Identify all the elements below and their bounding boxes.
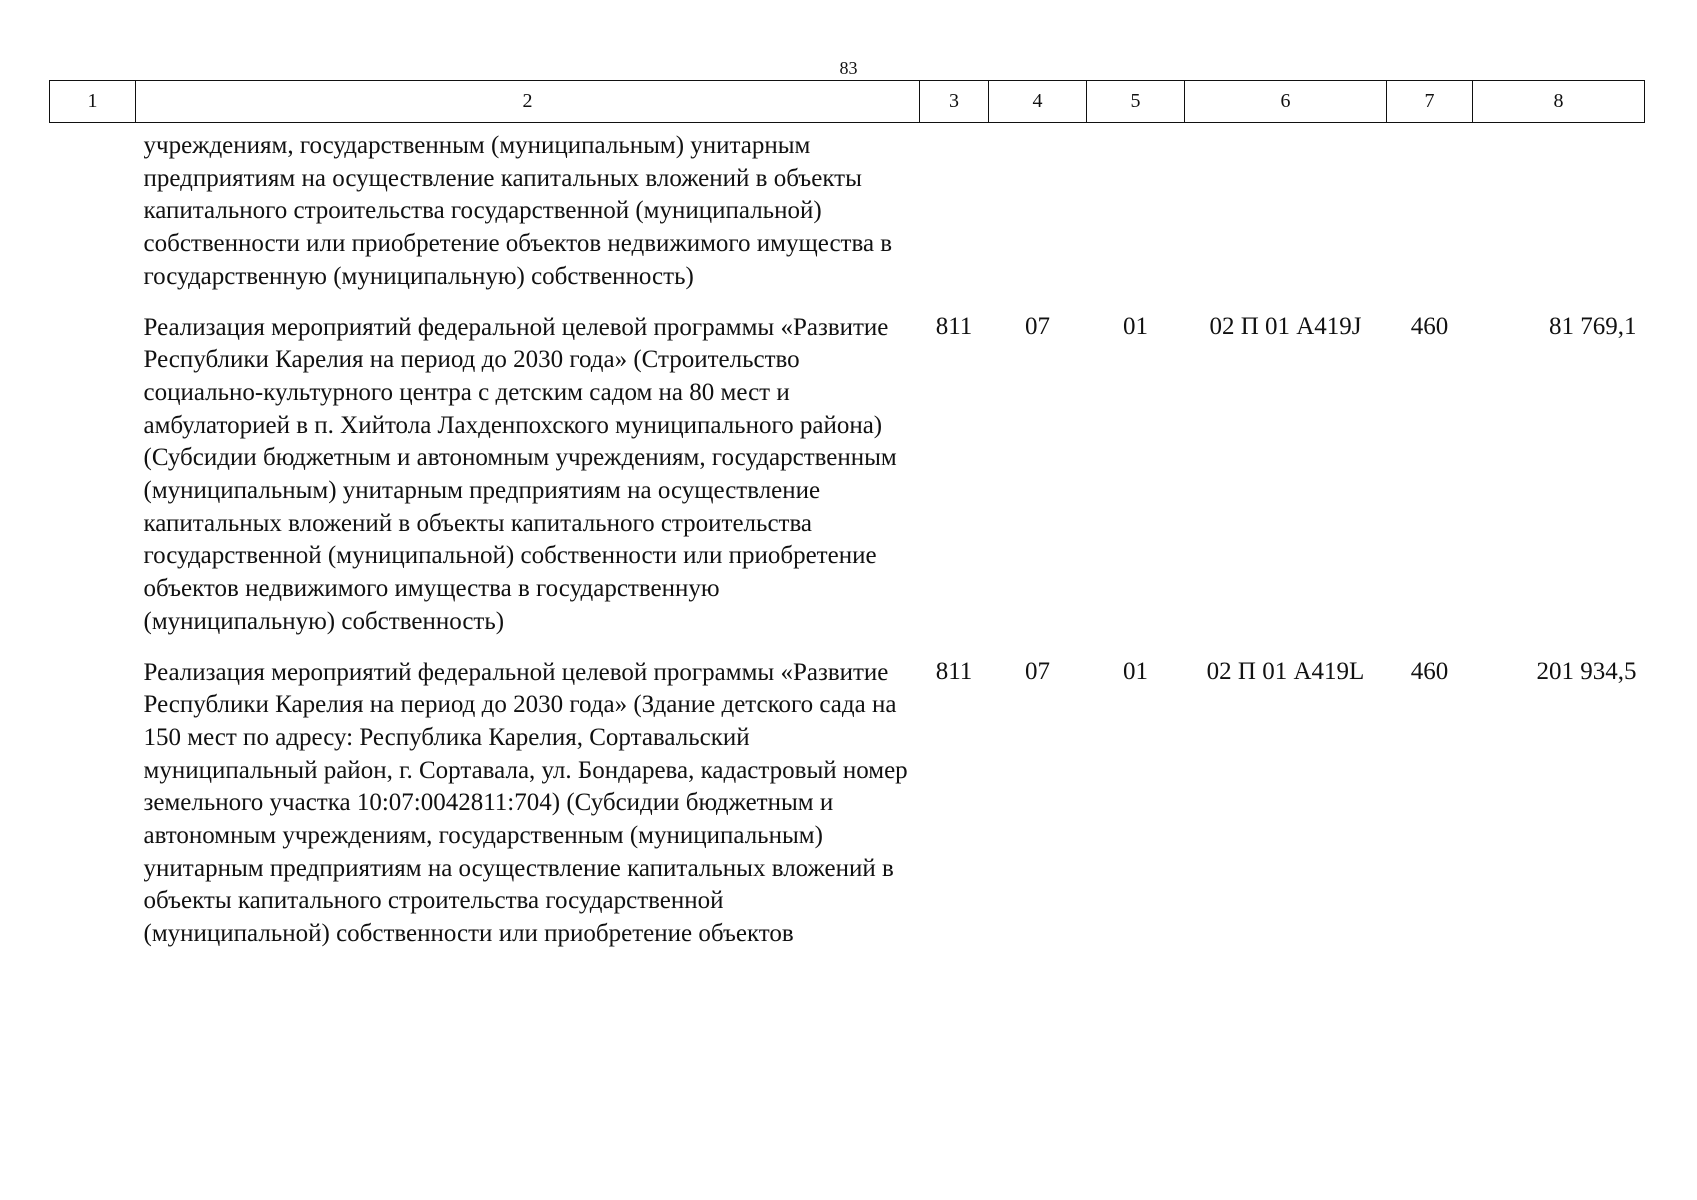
column-header-4: 4 <box>989 81 1087 123</box>
row-target-article <box>1185 123 1387 305</box>
row-expense-type: 460 <box>1410 657 1449 685</box>
page-number: 83 <box>839 58 858 78</box>
row-ministry-code: 811 <box>935 312 973 340</box>
row-description: Реализация мероприятий федеральной целевой программы «Развитие Республики Карелия на период до 2030 года» (Здание детского сада на 150 мест по адресу: Республика Карелия, Сортавальский муниципальный район, г. Сортавала, ул. Бондарева, кадастровый номер земельного участка 10:07:0042811:704) (Субсидии бюджетным и автономным учреждениям, государственным (муниципальным) унитарным предприятиям на осуществление капитальных вложений в объекты капитального строительства государственной (муниципальной) собственности или приобретение объектов <box>143 658 908 948</box>
table-row <box>50 650 1645 962</box>
row-amount <box>1473 123 1645 305</box>
row-expense-type <box>1387 123 1473 305</box>
column-number-header-row <box>50 81 1645 123</box>
column-header-5: 5 <box>1087 81 1185 123</box>
column-header-3: 3 <box>920 81 989 123</box>
row-section: 07 <box>1025 657 1050 685</box>
column-header-7: 7 <box>1387 81 1473 123</box>
table-row <box>50 123 1645 305</box>
row-description: учреждениям, государственным (муниципальным) унитарным предприятиям на осуществление капитальных вложений в объекты капитального строительства государственной (муниципальной) собственности или приобретение объектов недвижимого имущества в государственную (муниципальную) собственность) <box>143 132 893 290</box>
row-section <box>989 123 1087 305</box>
row-expense-type: 460 <box>1410 312 1449 340</box>
row-description: Реализация мероприятий федеральной целевой программы «Развитие Республики Карелия на период до 2030 года» (Строительство социально-культурного центра с детским садом на 80 мест и амбулаторией в п. Хийтола Лахденпохского муниципального района) (Субсидии бюджетным и автономным учреждениям, государственным (муниципальным) унитарным предприятиям на осуществление капитальных вложений в объекты капитального строительства государственной (муниципальной) собственности или приобретение объектов недвижимого имущества в государственную (муниципальную) собственность) <box>143 313 897 635</box>
row-subsection: 01 <box>1123 312 1148 340</box>
row-amount: 81 769,1 <box>1549 312 1637 340</box>
row-target-article: 02 П 01 A419L <box>1206 657 1365 685</box>
column-header-8: 8 <box>1473 81 1645 123</box>
column-header-2: 2 <box>136 81 920 123</box>
column-header-6: 6 <box>1185 81 1387 123</box>
row-section: 07 <box>1025 312 1050 340</box>
column-header-1: 1 <box>50 81 136 123</box>
row-target-article: 02 П 01 A419J <box>1209 312 1362 340</box>
row-ministry-code: 811 <box>935 657 973 685</box>
row-subsection <box>1087 123 1185 305</box>
row-subsection: 01 <box>1123 657 1148 685</box>
row-amount: 201 934,5 <box>1536 657 1637 685</box>
table-row <box>50 305 1645 650</box>
budget-table <box>49 80 1645 962</box>
row-ministry-code <box>920 123 989 305</box>
